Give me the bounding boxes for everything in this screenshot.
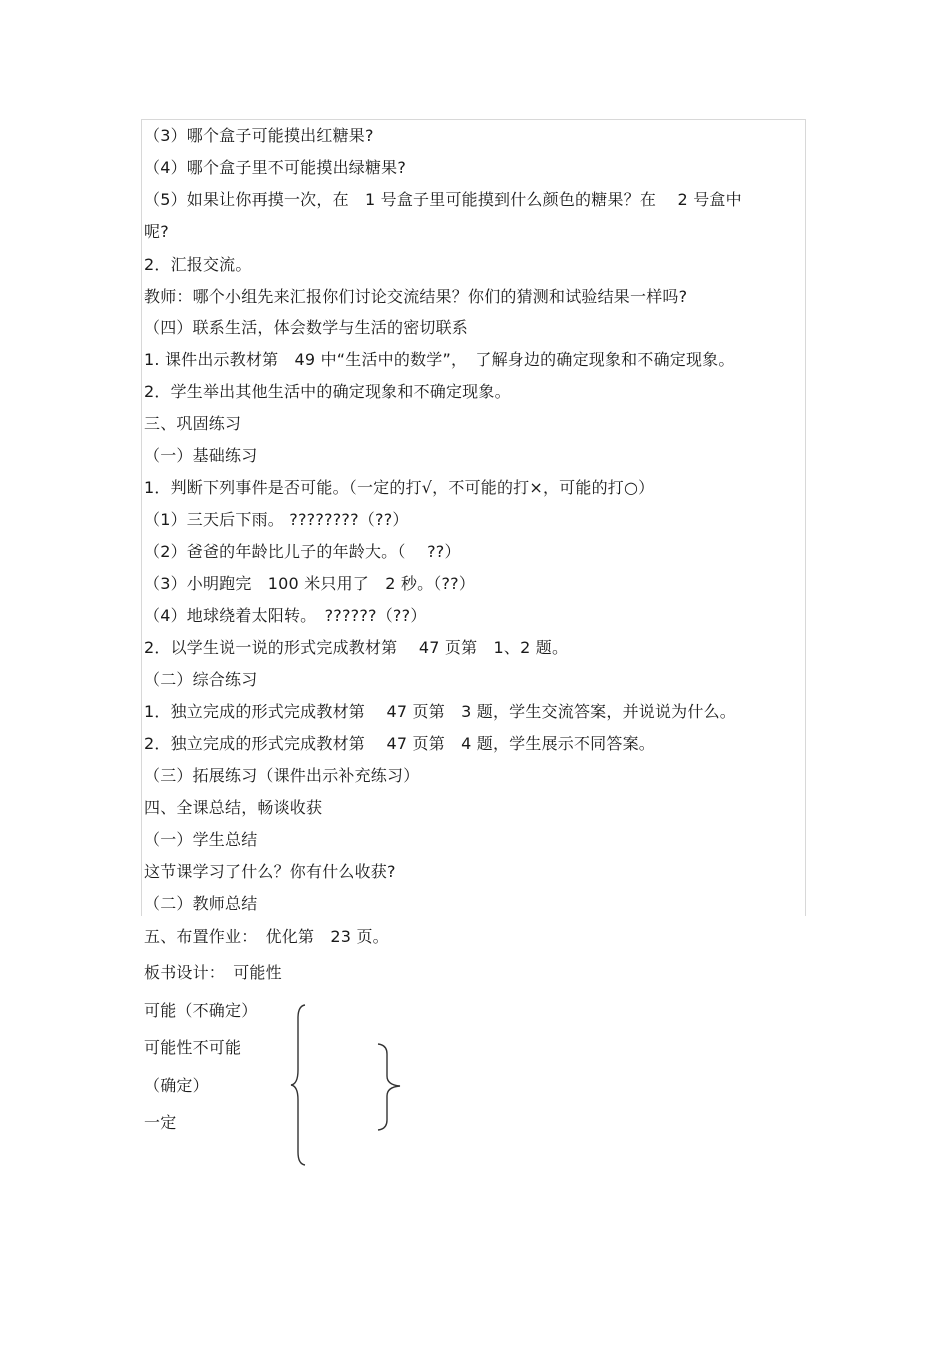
section-heading: 四、全课总结，畅谈收获 [144, 798, 323, 817]
board-title: 板书设计： 可能性 [144, 963, 282, 982]
text-line: 1. 课件出示教材第 49 中“生活中的数学”， 了解身边的确定现象和不确定现象。 [144, 350, 735, 369]
section-heading: 三、巩固练习 [144, 414, 242, 433]
text-line: 2．独立完成的形式完成教材第 47 页第 4 题，学生展示不同答案。 [144, 734, 655, 753]
homework-line: 五、布置作业： 优化第 23 页。 [144, 927, 389, 946]
text-line: 呢? [144, 222, 169, 241]
text-line: （5）如果让你再摸一次，在 1 号盒子里可能摸到什么颜色的糖果？在 2 号盒中 [144, 190, 742, 209]
text-line: 1．判断下列事件是否可能。（一定的打√，不可能的打×，可能的打○） [144, 478, 655, 497]
text-line: 2．以学生说一说的形式完成教材第 47 页第 1、2 题。 [144, 638, 569, 657]
section-heading: （一）学生总结 [144, 830, 258, 849]
text-line: （3）小明跑完 100 米只用了 2 秒。（??） [144, 574, 476, 593]
board-item: 可能（不确定） [144, 1001, 258, 1020]
board-item: 可能性不可能 [144, 1038, 242, 1057]
text-line: （3）哪个盒子可能摸出红糖果? [144, 126, 374, 145]
text-line: （4）哪个盒子里不可能摸出绿糖果? [144, 158, 407, 177]
section-heading: （四）联系生活，体会数学与生活的密切联系 [144, 318, 469, 337]
text-line: （4）地球绕着太阳转。 ??????（??） [144, 606, 427, 625]
section-heading: （三）拓展练习（课件出示补充练习） [144, 766, 420, 785]
left-brace-icon [288, 1000, 318, 1170]
right-brace-icon [372, 1040, 408, 1134]
board-item: 一定 [144, 1113, 177, 1132]
text-line: 2．学生举出其他生活中的确定现象和不确定现象。 [144, 382, 511, 401]
section-heading: （一）基础练习 [144, 446, 258, 465]
text-line: 教师：哪个小组先来汇报你们讨论交流结果？你们的猜测和试验结果一样吗? [144, 287, 688, 306]
board-item: （确定） [144, 1076, 209, 1095]
section-heading: （二）综合练习 [144, 670, 258, 689]
text-line: 2．汇报交流。 [144, 255, 252, 274]
section-heading: （二）教师总结 [144, 894, 258, 913]
text-line: 这节课学习了什么？你有什么收获? [144, 862, 396, 881]
text-line: 1．独立完成的形式完成教材第 47 页第 3 题，学生交流答案，并说说为什么。 [144, 702, 736, 721]
text-line: （1）三天后下雨。 ????????（??） [144, 510, 409, 529]
text-line: （2）爸爸的年龄比儿子的年龄大。（ ??） [144, 542, 461, 561]
